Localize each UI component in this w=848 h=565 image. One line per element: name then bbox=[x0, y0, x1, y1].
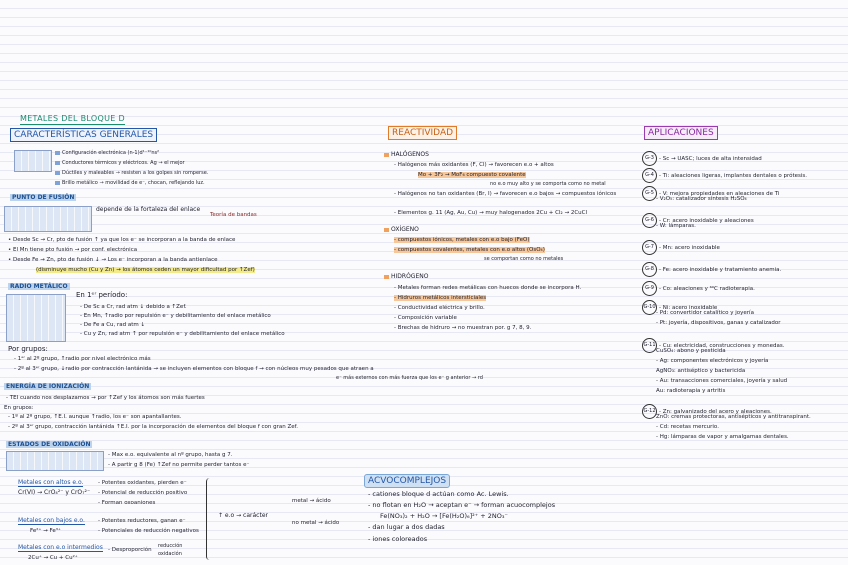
group-circle: G-10 bbox=[642, 300, 657, 315]
aplicacion-item bbox=[642, 168, 807, 183]
aplicacion-text: - Pt: joyería, dispositivos, ganas y catalizador bbox=[656, 320, 781, 326]
radio-table-image bbox=[6, 294, 66, 342]
halogenos-line-1: - Halógenos más oxidantes (F, Cl) → favorecen e.o + altos bbox=[394, 162, 554, 168]
reactividad-title: REACTIVIDAD bbox=[388, 126, 457, 140]
altos-item-3: - Forman oxoaniones bbox=[98, 500, 156, 506]
grupos-line-2: - 2º al 3ᵉʳ grupo, ↓radio por contracción lantánida → se incluyen elementos con bloque f → con núcleos muy pesados que atraen a bbox=[14, 366, 374, 372]
group-circle: G-3 bbox=[642, 151, 657, 166]
acvo-title: ACVOCOMPLEJOS bbox=[364, 474, 450, 488]
group-circle: G-5 bbox=[642, 186, 657, 201]
fusion-line-4: (disminuye mucho (Cu y Zn) → los átomos ceden un mayor dificultad por ↑Zef) bbox=[36, 267, 255, 273]
group-circle: G-8 bbox=[642, 262, 657, 277]
aplicacion-text: - Ni: acero inoxidable bbox=[659, 305, 718, 311]
comparison-bottom: no metal → ácido bbox=[292, 520, 340, 526]
grupos-line-3: e⁻ más externos con más fuerza que los e⁻ g anterior → rd bbox=[336, 375, 483, 381]
comparison-center: ↑ e.o → carácter bbox=[218, 512, 268, 519]
fusion-line-3: • Desde Fe → Zn, pto de fusión ↓ → Los e⁻ incorporan a la banda antienlace bbox=[8, 257, 218, 263]
aplicacion-text: - W: lámparas. bbox=[656, 223, 696, 229]
aplicacion-item bbox=[656, 348, 726, 354]
halogenos-line-3: no e.o muy alto y se comporta como no metal bbox=[490, 181, 606, 187]
comparison-top: metal → ácido bbox=[292, 498, 331, 504]
oxidacion-table-image bbox=[6, 451, 104, 471]
aplicacion-text: - Hg: lámparas de vapor y amalgamas dentales. bbox=[656, 434, 789, 440]
aplicacion-item bbox=[642, 262, 781, 277]
aplicacion-text: - V₂O₅: catalizador síntesis H₂SO₄ bbox=[656, 196, 747, 202]
hidrogeno-title: HIDRÓGENO bbox=[384, 274, 428, 280]
aplicacion-text: - Zn: galvanizado del acero y aleaciones. bbox=[659, 409, 772, 415]
aplicacion-text: Au: radioterapia y artritis bbox=[656, 388, 726, 394]
hidrogeno-line-4: - Composición variable bbox=[394, 315, 457, 321]
altos-item-2: - Potencial de reducción positivo bbox=[98, 490, 188, 496]
aplicacion-text: - Ti: aleaciones ligeras, implantes dentales o prótesis. bbox=[659, 173, 808, 179]
fusion-line-1: • Desde Sc → Cr, pto de fusión ↑ ya que los e⁻ se incorporan a la banda de enlace bbox=[8, 237, 236, 243]
config-table-image bbox=[14, 150, 52, 172]
aplicacion-text: - Mn: acero inoxidable bbox=[659, 245, 720, 251]
aplicacion-item bbox=[656, 378, 787, 384]
grupos-title: Por grupos: bbox=[8, 345, 48, 353]
fusion-note: Teoría de bandas bbox=[210, 212, 257, 218]
aplicacion-item bbox=[656, 368, 745, 374]
fusion-table-image bbox=[4, 206, 92, 232]
halogenos-line-5: - Elementos g. 11 (Ag, Au, Cu) → muy halogenados 2Cu + Cl₂ → 2CuCl bbox=[394, 210, 588, 216]
bajos-item-1: - Potentes reductores, ganan e⁻ bbox=[98, 518, 186, 524]
ionizacion-line-4: - 2º al 3ᵉʳ grupo, contracción lantánida ↑E.I. por la incorporación de elementos del bloque f con gran Zef. bbox=[8, 424, 298, 430]
oxidacion-note-2: - A partir g 8 (Fe) ↑Zef no permite perder tantos e⁻ bbox=[108, 462, 250, 468]
fusion-desc: depende de la fortaleza del enlace bbox=[96, 206, 201, 213]
aplicacion-text: - Co: aleaciones y ⁶⁰C radioterapia. bbox=[659, 286, 755, 292]
aplicacion-item bbox=[656, 223, 696, 229]
group-circle: G-9 bbox=[642, 281, 657, 296]
hidrogeno-line-1: - Metales forman redes metálicas con huecos donde se incorpora H. bbox=[394, 285, 582, 291]
radio-line-4: - Cu y Zn, rad atm ↑ por repulsión e⁻ y debilitamiento del enlace metálico bbox=[80, 331, 285, 337]
aplicacion-text: - Cd: recetas mercurio. bbox=[656, 424, 719, 430]
aplicacion-item bbox=[642, 281, 755, 296]
fusion-title: PUNTO DE FUSIÓN bbox=[12, 194, 75, 201]
ionizacion-line-3: - 1º al 2º grupo, ↑E.I. aunque ↑radio, los e⁻ son apantallantes. bbox=[8, 414, 182, 420]
radio-periodo: En 1ᵉʳ período: bbox=[76, 291, 128, 299]
aplicacion-item bbox=[656, 424, 719, 430]
oxidacion-brace bbox=[206, 478, 213, 560]
radio-line-1: - De Sc a Cr, rad atm ↓ debido a ↑Zef. bbox=[80, 304, 187, 310]
caracteristicas-title: CARACTERÍSTICAS GENERALES bbox=[10, 128, 157, 142]
group-circle: G-12 bbox=[642, 404, 657, 419]
ionizacion-title: ENERGÍA DE IONIZACIÓN bbox=[6, 383, 90, 390]
acvo-line-2: - no flotan en H₂O → aceptan e⁻ → forman acuocomplejos bbox=[368, 501, 556, 509]
caract-item-4: Brillo metálico → movilidad de e⁻, chocan, reflejando luz. bbox=[55, 180, 205, 186]
aplicaciones-title: APLICACIONES bbox=[644, 126, 718, 140]
caract-item-3: Dúctiles y maleables → resisten a los golpes sin romperse. bbox=[55, 170, 208, 176]
ionizacion-line-1: - TEI cuando nos desplazamos → por ↑Zef y los átomos son más fuertes bbox=[6, 395, 205, 401]
aplicacion-item bbox=[656, 358, 768, 364]
aplicacion-text: - Au: transacciones comerciales, joyería y salud bbox=[656, 378, 788, 384]
hidrogeno-line-3: - Conductividad eléctrica y brillo. bbox=[394, 305, 485, 311]
aplicacion-text: - Ag: componentes electrónicos y joyería bbox=[656, 358, 769, 364]
intermedios-item-2: reducción bbox=[158, 543, 183, 549]
intermedios-item-1: - Desproporción bbox=[108, 547, 152, 553]
aplicacion-item bbox=[642, 151, 762, 166]
caract-item-1: Configuración electrónica (n-1)d¹⁻¹⁰ns² bbox=[55, 150, 159, 156]
intermedios-item-3: oxidación bbox=[158, 551, 182, 557]
acvo-line-4: - dan lugar a dos dadas bbox=[368, 523, 445, 531]
intermedios-example: 2Cu⁺ → Cu + Cu²⁺ bbox=[28, 555, 78, 561]
oxigeno-line-3: se comportan como no metales bbox=[484, 256, 564, 262]
aplicacion-text: - Pd: convertidor catalítico y joyería bbox=[656, 310, 754, 316]
aplicacion-item bbox=[656, 388, 725, 394]
oxigeno-title: OXÍGENO bbox=[384, 227, 419, 233]
altos-title: Metales con altos e.o. bbox=[18, 479, 84, 486]
intermedios-title: Metales con e.o intermedios bbox=[18, 544, 103, 551]
acvo-line-5: - iones coloreados bbox=[368, 535, 428, 543]
aplicacion-text: - Cu: electricidad, construcciones y monedas. bbox=[659, 343, 785, 349]
ionizacion-line-2: En grupos: bbox=[4, 405, 34, 411]
aplicacion-text: AgNO₃: antiséptico y bactericida bbox=[656, 368, 746, 374]
aplicacion-text: ZnO: cremas protectoras, antisépticos y antitranspirant. bbox=[656, 414, 811, 420]
aplicacion-text: - Cr: acero inoxidable y aleaciones bbox=[659, 218, 754, 224]
radio-title: RADIO METÁLICO bbox=[10, 283, 68, 290]
aplicacion-text: - V: mejora propiedades en aleaciones de Ti bbox=[659, 191, 780, 197]
bajos-example: Fe²⁺ → Fe³⁺ bbox=[30, 528, 61, 534]
hidrogeno-line-5: - Brechas de hidruro → no muestran por. g 7, 8, 9. bbox=[394, 325, 532, 331]
acvo-line-3: Fe(NO₃)₂ + H₂O → [Fe(H₂O)₆]²⁺ + 2NO₃⁻ bbox=[380, 512, 508, 520]
aplicacion-text: - Sc → UASC; luces de alta intensidad bbox=[659, 156, 762, 162]
bajos-title: Metales con bajos e.o. bbox=[18, 517, 85, 524]
hidrogeno-line-2: - Hidruros metálicos intersticiales bbox=[394, 295, 487, 301]
fusion-line-2: • El Mn tiene pto fusión → por conf. electrónica bbox=[8, 247, 138, 253]
aplicacion-text: - Fe: acero inoxidable y tratamiento anemia. bbox=[659, 267, 782, 273]
aplicacion-item bbox=[656, 414, 811, 420]
halogenos-line-2: Mo + 3F₂ → MoF₆ compuesto covalente bbox=[418, 172, 526, 178]
bajos-item-2: - Potenciales de reducción negativos bbox=[98, 528, 199, 534]
radio-line-3: - De Fe a Cu, rad atm ↓ bbox=[80, 322, 146, 328]
oxidacion-note-1: - Max e.o. equivalente al nº grupo, hasta g 7. bbox=[108, 452, 233, 458]
radio-line-2: - En Mn, ↑radio por repulsión e⁻ y debilitamiento del enlace metálico bbox=[80, 313, 271, 319]
page-title: METALES DEL BLOQUE D bbox=[20, 114, 125, 123]
halogenos-title: HALÓGENOS bbox=[384, 152, 429, 158]
halogenos-line-4: - Halógenos no tan oxidantes (Br, I) → favorecen e.o bajos → compuestos iónicos bbox=[394, 191, 617, 197]
aplicacion-item bbox=[642, 240, 720, 255]
aplicacion-item bbox=[656, 434, 789, 440]
oxigeno-line-2: - compuestos covalentes, metales con e.o altos (OsO₄) bbox=[394, 247, 545, 253]
group-circle: G-4 bbox=[642, 168, 657, 183]
oxidacion-title: ESTADOS DE OXIDACIÓN bbox=[8, 441, 91, 448]
grupos-line-1: - 1ᵉʳ al 2º grupo, ↑radio por nivel electrónico más bbox=[14, 356, 151, 362]
group-circle: G-11 bbox=[642, 338, 657, 353]
altos-example: Cr(VI) → CrO₄²⁻ y CrO₇²⁻ bbox=[18, 489, 91, 496]
aplicacion-item bbox=[656, 196, 747, 202]
group-circle: G-7 bbox=[642, 240, 657, 255]
acvo-line-1: - cationes bloque d actúan como Ac. Lewis. bbox=[368, 490, 509, 498]
aplicacion-item bbox=[656, 310, 754, 316]
aplicacion-text: CuSO₄: abono y pesticida bbox=[656, 348, 726, 354]
oxigeno-line-1: - compuestos iónicos, metales con e.o bajo (FeO) bbox=[394, 237, 530, 243]
group-circle: G-6 bbox=[642, 213, 657, 228]
aplicacion-item bbox=[656, 320, 780, 326]
caract-item-2: Conductores térmicos y eléctricos. Ag → el mejor bbox=[55, 160, 185, 166]
altos-item-1: - Potentes oxidantes, pierden e⁻ bbox=[98, 480, 187, 486]
